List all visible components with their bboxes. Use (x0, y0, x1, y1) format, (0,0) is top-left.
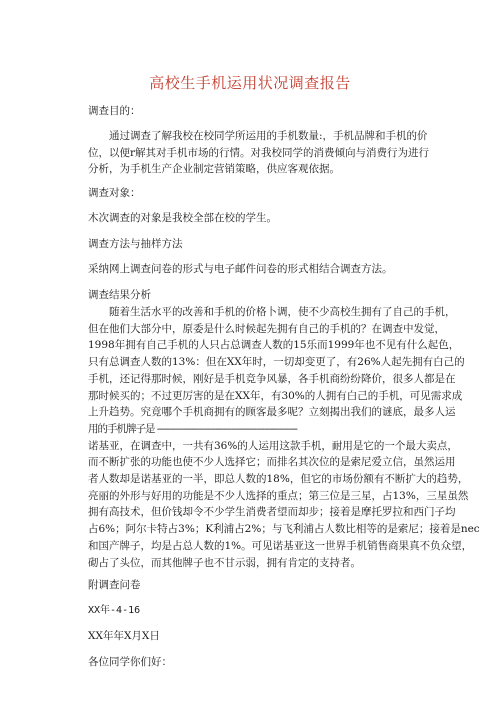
results-line: 上升趋势。究竟哪个手机商拥有的顾客最多呢？立刻揭出我们的谜底，最多人运 (88, 406, 456, 419)
results-line: 占6%；阿尔卡特占3%；K利浦占2%；与飞利浦占人数比相等的是索尼；接着是nec (88, 523, 480, 536)
results-line: 随着生活水平的改善和手机的价格卜调，使不少高校生拥有了自己的手机， (109, 306, 456, 318)
results-line: 者人数却是诺基亚的一半，即总人数的18%，但它的市场份额有不断扩大的趋势， (88, 473, 469, 486)
results-line: 用的手机牌子是 ------------------------------------------------------- (88, 422, 297, 435)
results-line: 拥有高技术，但价钱却令不少学生消费者望而却步；接着是摩托罗拉和西门子均 (88, 506, 456, 519)
appendix-greeting: 各位同学你们好： (88, 656, 172, 668)
subject-body: 木次调查的对象是我校全部在校的学生。 (88, 212, 277, 224)
results-line: 而不断扩张的功能也使不少人选择它；而排名其次位的是索尼爱立信，虽然运用 (88, 456, 456, 469)
results-line: 但在他们大部分中，原委是什么时候起先拥有自己的手机的？在调查中发觉， (88, 322, 445, 335)
results-line: 诺基亚，在调查中，一共有36%的人运用这款手机，耐用是它的一个最大卖点， (88, 439, 458, 452)
appendix-heading: 附调查问卷 (88, 579, 141, 591)
method-body: 采纳网上调查问卷的形式与电子邮件问卷的形式相结合调查方法。 (88, 263, 393, 275)
results-line: 手机，还记得那时候，刚好是手机竞争风暴，各手机商纷纷降价，很多人都是在 (88, 372, 456, 385)
results-line: 砌占了头位，而其他牌子也不甘示弱，拥有肯定的支持者。 (88, 556, 361, 569)
results-line: 亮丽的外形与好用的功能是不少人选择的重点；第三位是三星，占13%，三星虽然 (88, 489, 469, 502)
results-line: 和国产牌子，均是占总人数的1%。可见诺基亚这一世界手机销售商果真不负众望， (88, 539, 473, 552)
page-title: 高校生手机运用状况调查报告 (149, 74, 351, 92)
appendix-date: XX年-4-16 (88, 605, 141, 616)
results-line: 只有总调查人数的13%：但在XX年时，一切却变更了，有26%人起先拥有白己的 (88, 356, 465, 369)
results-line: 那时候买的；不过更厉害的是在XX年，有30%的人拥有白己的手机，可见需求成 (88, 389, 463, 402)
subject-heading: 调查对象： (88, 187, 141, 199)
results-heading: 调查结果分析 (88, 289, 151, 301)
results-body (88, 304, 480, 571)
purpose-body: 通过调查了解我校在校同学所运用的手机数量:，手机品牌和手机的价位，以便r解其对手机市场的行情。对我校同学的消费倾向与消费行为进行分析，为手机生产企业制定营销策略，供应客观依据。 (88, 130, 430, 176)
method-heading: 调查方法与抽样方法 (88, 238, 183, 250)
purpose-heading: 调查目的： (88, 105, 141, 117)
results-line: 1998年拥有自己手机的人只占总调查人数的15乐而1999年也不见有什么起色， (88, 339, 460, 352)
appendix-date: XX年年X月X日 (88, 630, 160, 642)
